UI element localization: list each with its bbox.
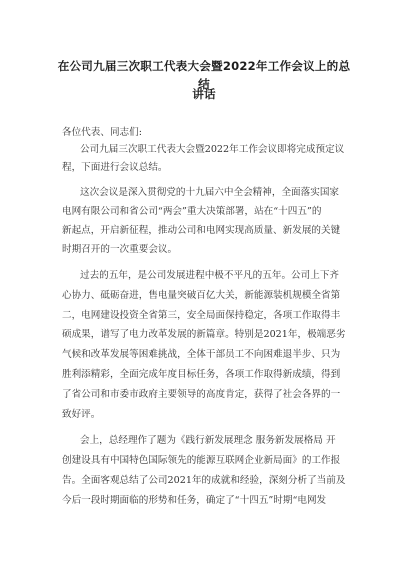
paragraph-3-line-1: 过去的五年，是公司发展进程中极不平凡的五年。公司上下齐 (80, 270, 340, 281)
document-title-line-1: 在公司九届三次职工代表大会暨2022年工作会议上的总结 (57, 59, 351, 91)
salutation: 各位代表、同志们: (62, 127, 142, 138)
paragraph-4-line-3: 告。全面客观总结了公司2021年的成就和经验，深刻分析了当前及 (62, 475, 346, 486)
paragraph-2-line-3: 新起点，开启新征程，推动公司和电网实现高质量、新发展的关键 (62, 225, 341, 236)
paragraph-3-line-3: 二，电网建设投资全省第三，安全局面保持稳定，各项工作取得丰 (62, 310, 341, 321)
paragraph-3-line-8: 致好评。 (62, 409, 101, 420)
paragraph-4-line-4: 今后一段时期面临的形势和任务，确定了“十四五”时期“电网发 (62, 495, 327, 506)
paragraph-2-line-1: 这次会议是深入贯彻党的十九届六中全会精神，全面落实国家 (80, 187, 340, 198)
paragraph-3-line-6: 胜利添精彩，全面完成年度目标任务，各项工作取得新成绩，得到 (62, 369, 341, 380)
paragraph-3-line-4: 硕成果，谱写了电力改革发展的新篇章。特别是2021年，极端恶劣 (62, 329, 346, 340)
paragraph-4-line-2: 创建设具有中国特色国际领先的能源互联网企业新局面》的工作报 (62, 455, 341, 466)
paragraph-3-line-2: 心协力、砥砺奋进，售电量突破百亿大关，新能源装机规模全省第 (62, 290, 341, 301)
paragraph-3-line-7: 了省公司和市委市政府主要领导的高度肯定，获得了社会各界的一 (62, 389, 341, 400)
paragraph-4-line-1: 会上，总经理作了题为《践行新发展理念 服务新发展格局 开 (80, 435, 336, 446)
paragraph-3-line-5: 气候和改革发展等困难挑战，全体干部员工不向困难退半步、只为 (62, 349, 341, 360)
paragraph-2-line-4: 时期召开的一次重要会议。 (62, 244, 178, 255)
paragraph-1-line-1: 公司九届三次职工代表大会暨2022年工作会议即将完成预定议 (80, 144, 345, 155)
paragraph-2-line-2: 电网有限公司和省公司“两会”重大决策部署，站在“十四五”的 (62, 206, 322, 217)
paragraph-1-line-2: 程，下面进行会议总结。 (62, 162, 168, 173)
document-title-line-2: 讲话 (192, 87, 216, 101)
